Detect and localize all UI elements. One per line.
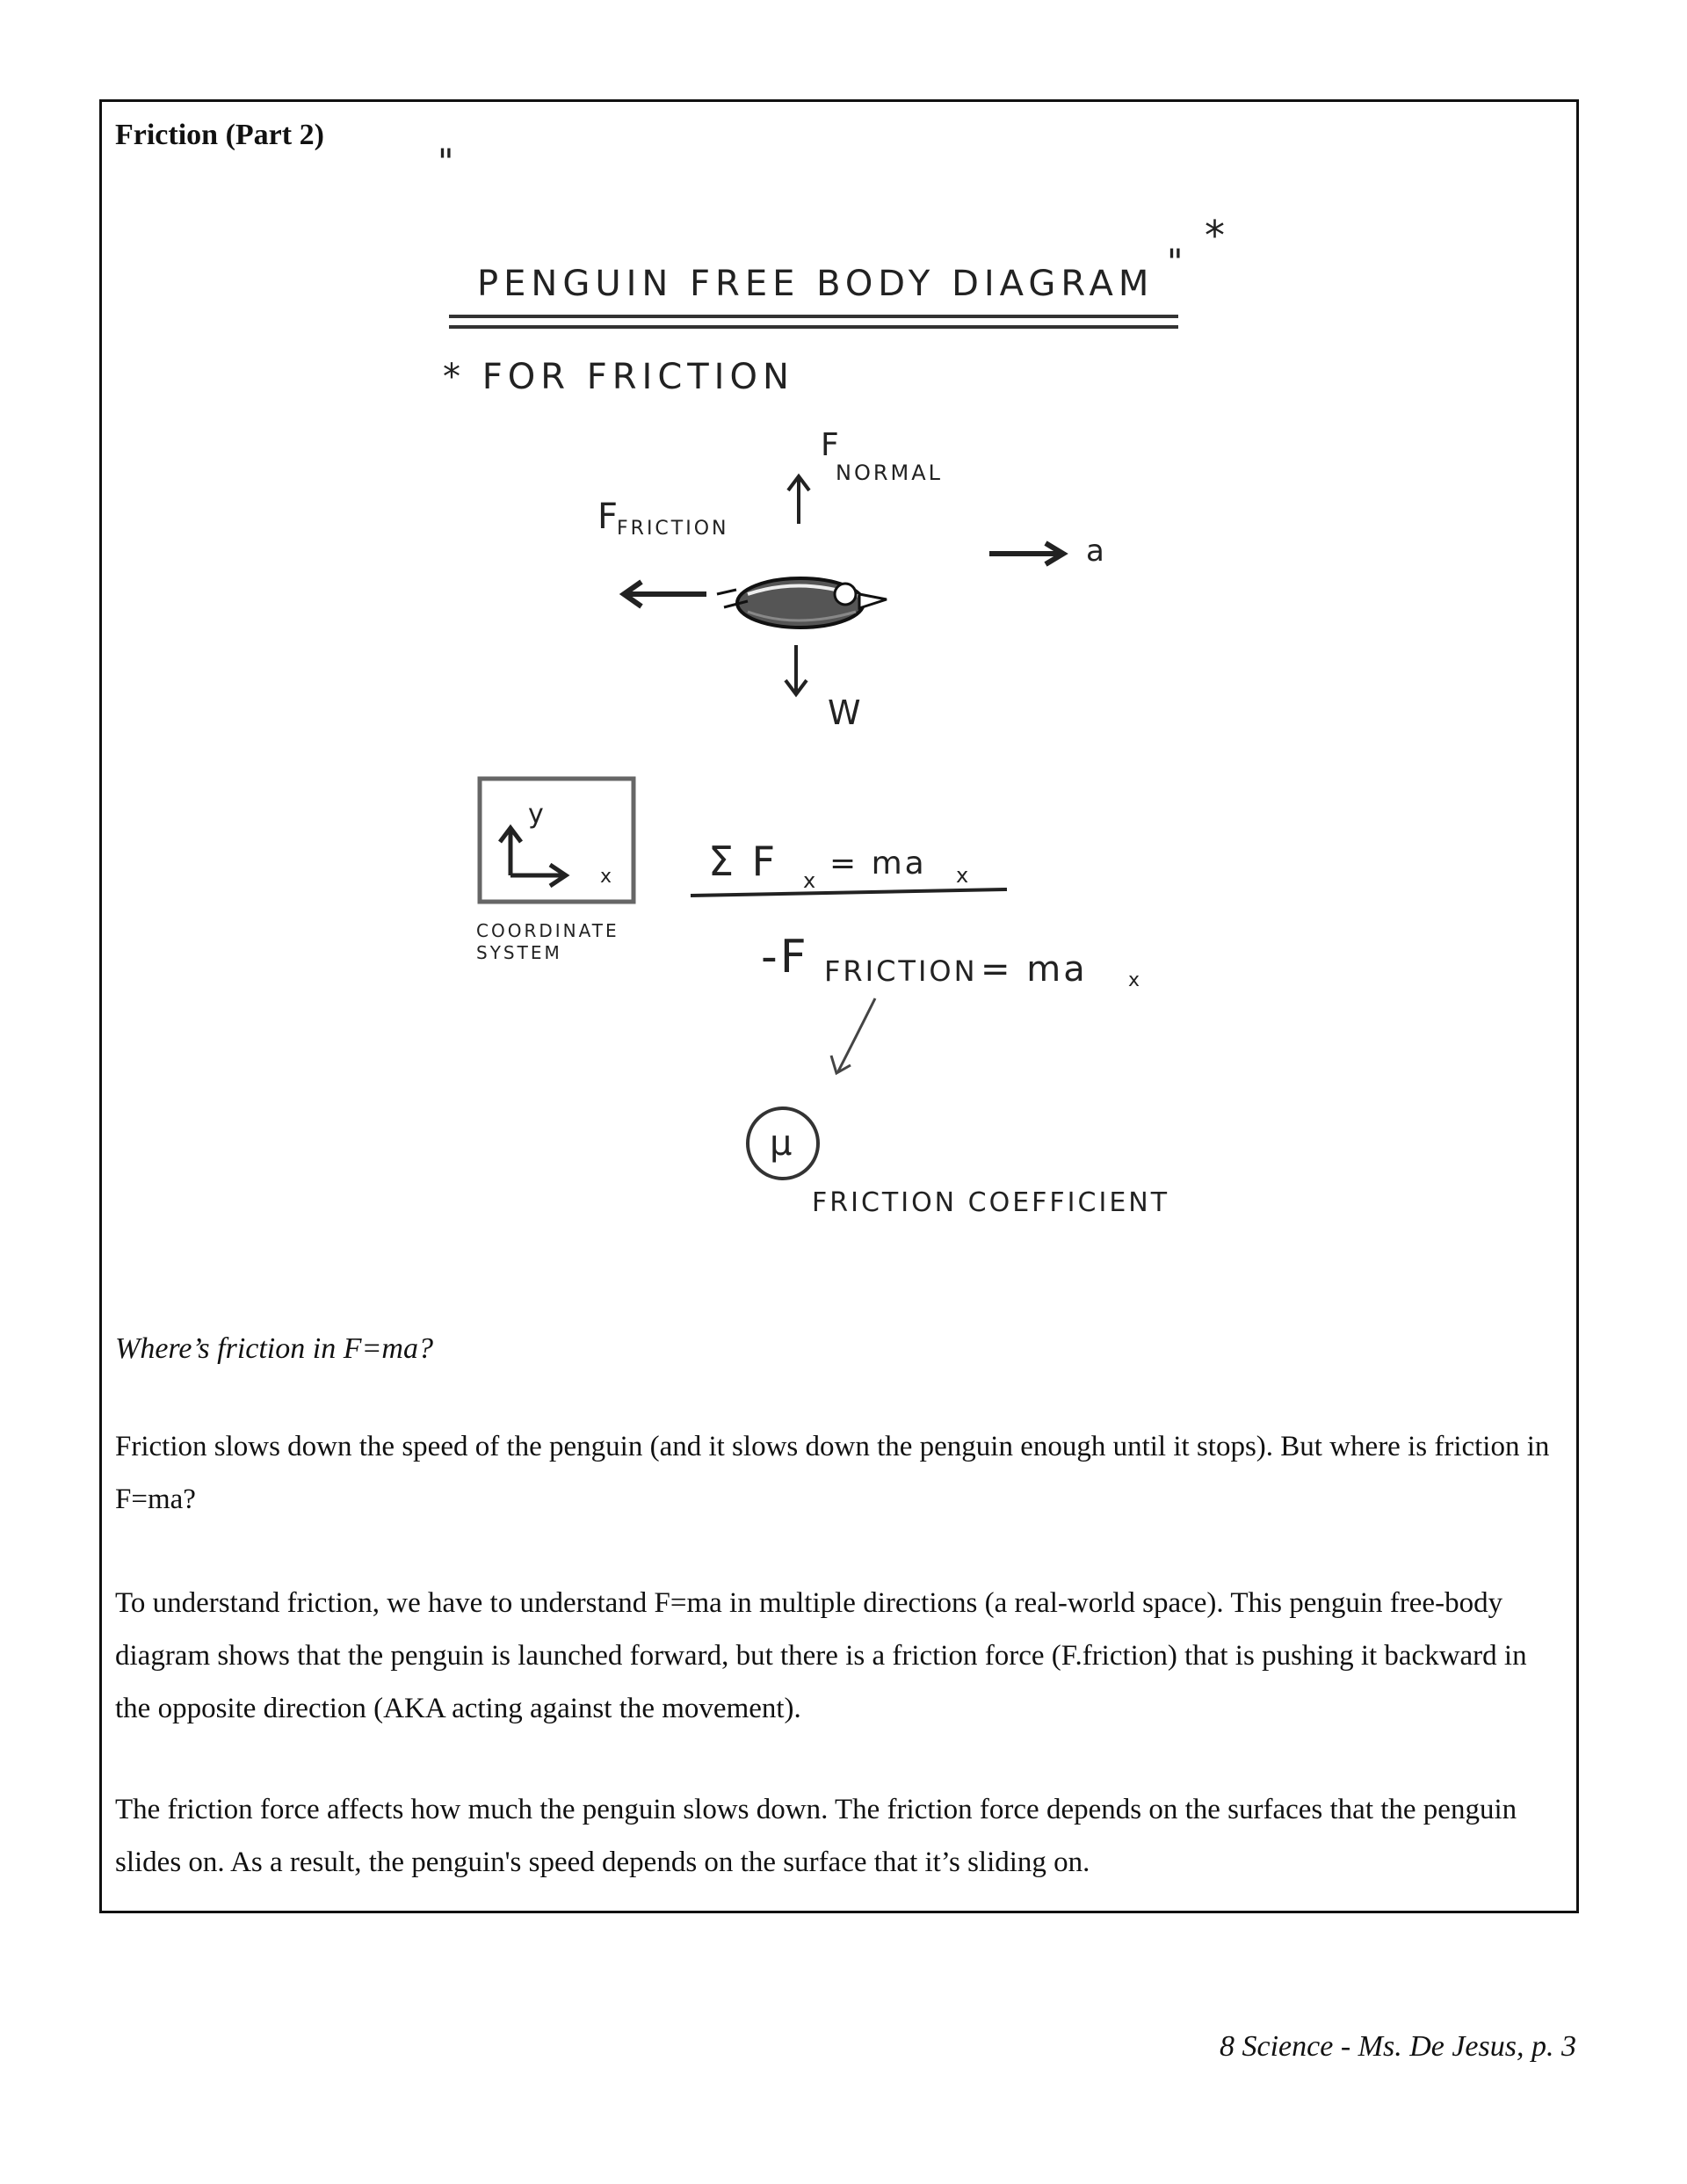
mu-pointer-arrow <box>838 998 875 1071</box>
penguin-free-body-diagram <box>102 102 1582 1332</box>
sum-eq-underline <box>691 889 1007 896</box>
content-box <box>99 99 1579 1913</box>
friction-eq-sub: FRICTION <box>824 954 978 988</box>
sum-eq-rest-sub: x <box>956 863 972 888</box>
mu-symbol: μ <box>770 1123 795 1164</box>
coord-y-label: y <box>528 799 547 830</box>
mu-label: FRICTION COEFFICIENT <box>812 1187 1170 1218</box>
coord-label-2: SYSTEM <box>476 942 562 963</box>
diagram-close-quote: " <box>1167 243 1189 283</box>
penguin-sketch <box>717 578 887 628</box>
coord-x-label: x <box>600 866 615 888</box>
diagram-star: * <box>1205 212 1230 259</box>
f-normal-sub: NORMAL <box>836 461 944 485</box>
weight-label: W <box>828 693 864 732</box>
friction-eq-rest: = ma <box>981 949 1088 990</box>
page-footer: 8 Science - Ms. De Jesus, p. 3 <box>1220 2030 1576 2063</box>
f-friction-main: F <box>597 497 621 537</box>
sum-eq-main: Σ F <box>708 838 778 885</box>
diagram-open-quote: " <box>438 142 460 183</box>
diagram-heading: PENGUIN FREE BODY DIAGRAM <box>477 264 1155 304</box>
diagram-subheading: * FOR FRICTION <box>443 357 794 397</box>
accel-label: a <box>1086 533 1107 569</box>
friction-eq-rest-sub: x <box>1128 969 1143 991</box>
paragraph-1: Friction slows down the speed of the penguin (and it slows down the penguin enough until it stops). But where is friction in F=ma? <box>115 1431 1550 1515</box>
f-friction-sub: FRICTION <box>617 518 729 540</box>
sum-eq-rest: = ma <box>829 845 927 882</box>
coord-label-1: COORDINATE <box>476 920 619 941</box>
question-heading: Where’s friction in F=ma? <box>115 1332 433 1365</box>
section-title: Friction (Part 2) <box>115 119 324 151</box>
paragraph-3: The friction force affects how much the penguin slows down. The friction force depends on the surfaces that the penguin slides on. As a result, the penguin's speed depends on the surface that it’s sliding on. <box>115 1794 1517 1878</box>
paragraph-2: To understand friction, we have to understand F=ma in multiple directions (a real-world space). This penguin free-body diagram shows that the penguin is launched forward, but there is a friction force (F.friction) that is pushing it backward in the opposite direction (AKA acting against the movement). <box>115 1587 1527 1724</box>
friction-eq-prefix: -F <box>761 931 809 983</box>
sum-eq-sub: x <box>803 868 819 893</box>
f-normal-main: F <box>821 427 842 463</box>
